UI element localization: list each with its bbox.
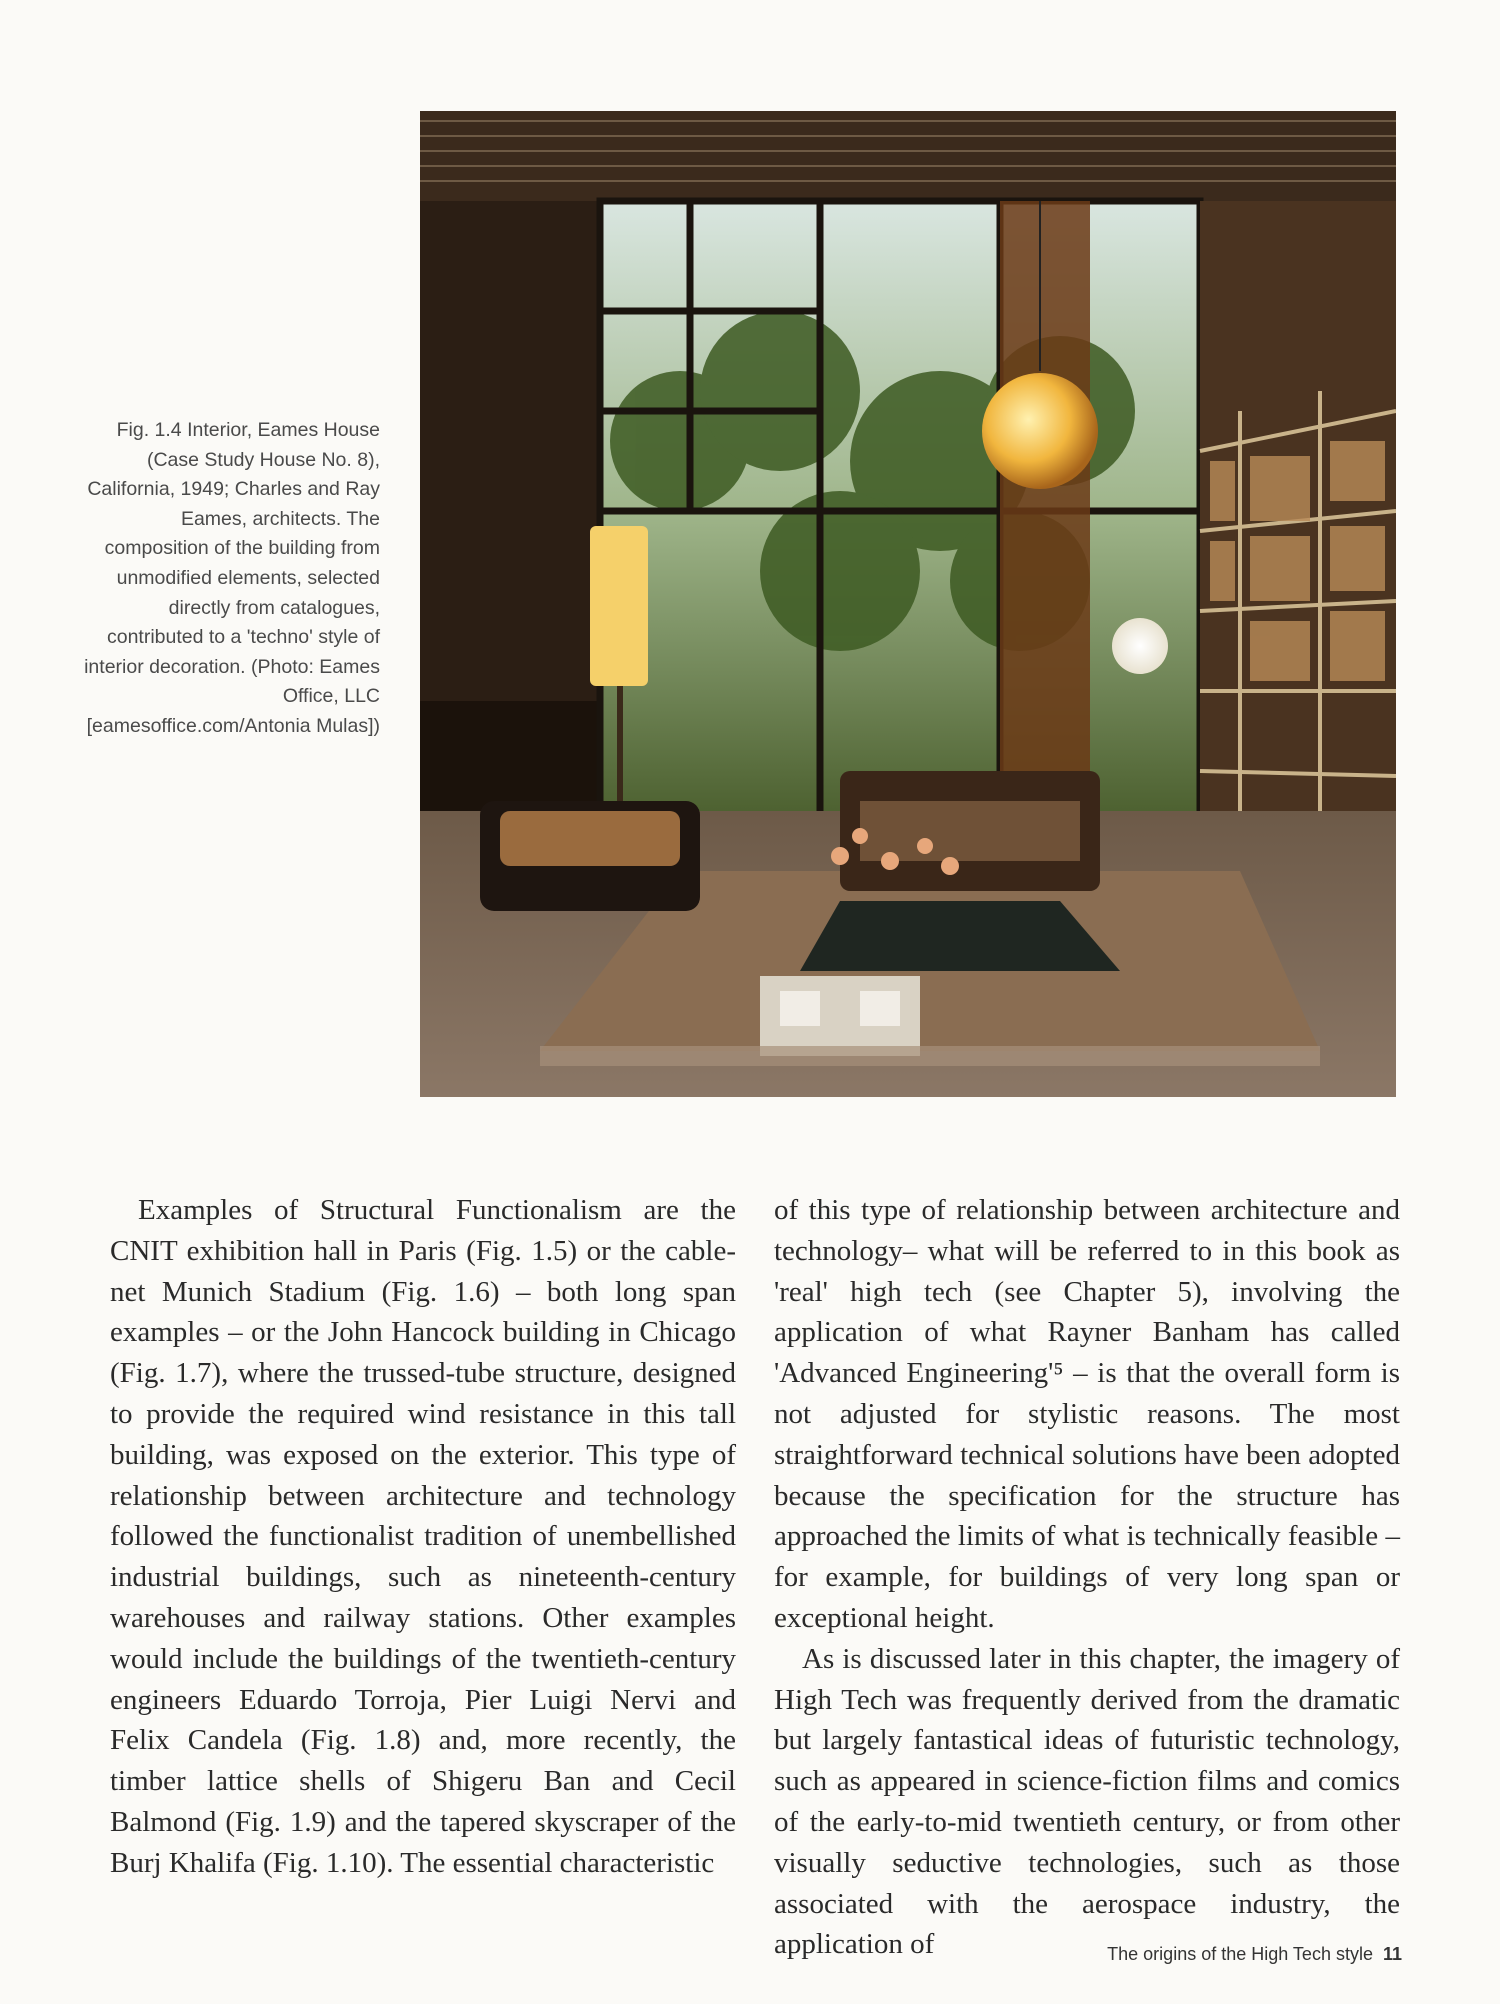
figure-caption: Fig. 1.4 Interior, Eames House (Case Study House No. 8), California, 1949; Charles and Ray Eames, architects. The composition of the building from unmodified elements, selected directly from catalogues, contributed to a 'techno' style of interior decoration. (Photo: Eames Office, LLC [eamesoffice.com/Antonia Mulas]) <box>84 419 380 737</box>
eames-house-interior-photo <box>420 111 1396 1097</box>
body-paragraph: of this type of relationship between architecture and technology– what will be referred to in this book as 'real' high tech (see Chapter 5), involving the application of what Rayner Banham has called 'Advanced Engineering'⁵ – is that the overall form is not adjusted for stylistic reasons. The most straightforward technical solutions have been adopted because the specification for the structure has approached the limits of what is technically feasible – for example, for buildings of very long span or exceptional height. <box>774 1194 1400 1634</box>
body-paragraph: Examples of Structural Functionalism are the CNIT exhibition hall in Paris (Fig. 1.5) or the cable-net Munich Stadium (Fig. 1.6) – both long span examples – or the John Hancock building in Chicago (Fig. 1.7), where the trussed-tube structure, designed to provide the required wind resistance in this tall building, was exposed on the exterior. This type of relationship between architecture and technology followed the functionalist tradition of unembellished industrial buildings, such as nineteenth-century warehouses and railway stations. Other examples would include the buildings of the twentieth-century engineers Eduardo Torroja, Pier Luigi Nervi and Felix Candela (Fig. 1.8) and, more recently, the timber lattice shells of Shigeru Ban and Cecil Balmond (Fig. 1.9) and the tapered skyscraper of the Burj Khalifa (Fig. 1.10). The essential characteristic <box>110 1194 736 1879</box>
page-number: 11 <box>1382 1944 1402 1964</box>
photo-illustration <box>420 111 1396 1097</box>
body-column-right <box>774 1190 1400 1965</box>
body-column-left <box>110 1190 736 1884</box>
body-paragraph: As is discussed later in this chapter, the imagery of High Tech was frequently derived from the dramatic but largely fantastical ideas of futuristic technology, such as appeared in science-fiction films and comics of the early-to-mid twentieth century, or from other visually seductive technologies, such as those associated with the aerospace industry, the application of <box>774 1642 1400 1961</box>
running-title: The origins of the High Tech style <box>1107 1944 1373 1964</box>
page-footer <box>1107 1944 1402 1965</box>
